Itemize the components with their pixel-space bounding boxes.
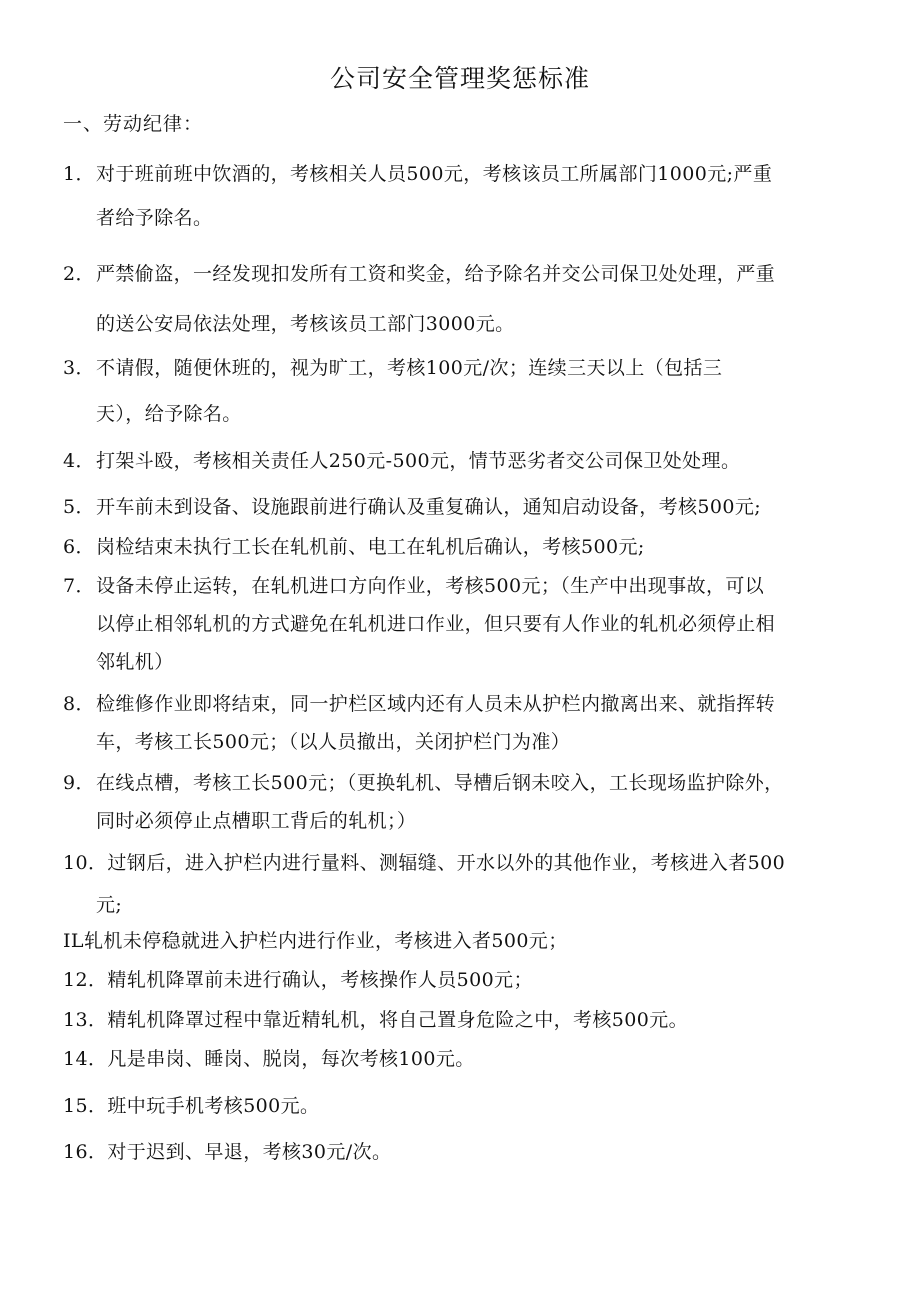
item-text: 的送公安局依法处理，考核该员工部门3000元。 [96,313,515,335]
item-text: 不请假，随便休班的，视为旷工，考核100元/次；连续三天以上（包括三 [96,357,723,379]
item-text: 轧机未停稳就进入护栏内进行作业，考核进入者500元； [83,930,568,952]
rule-item-6 [63,528,873,566]
item-text: 精轧机降罩前未进行确认，考核操作人员500元； [107,969,533,991]
item-text: 元; [96,894,123,916]
rule-item-1 [63,152,873,240]
rule-item-3 [63,345,873,437]
item-text: 邻轧机） [96,651,174,673]
rule-item-8 [63,685,873,761]
item-text: 开车前未到设备、设施跟前进行确认及重复确认，通知启动设备，考核500元; [96,496,762,518]
item-number: 5． [63,496,95,518]
item-number: 15． [63,1095,108,1117]
item-text: 精轧机降罩过程中靠近精轧机，将自己置身危险之中，考核500元。 [107,1009,689,1031]
item-text: 在线点槽，考核工长500元；（更换轧机、导槽后钢未咬入，工长现场监护除外， [96,772,784,794]
rule-item-11 [63,922,873,960]
item-text: 凡是串岗、睡岗、脱岗，每次考核100元。 [107,1048,475,1070]
item-text: 者给予除名。 [96,207,213,229]
item-number: 16． [63,1141,108,1163]
item-number: 7． [63,575,95,597]
item-text: 对于班前班中饮酒的，考核相关人员500元，考核该员工所属部门1000元;严重 [96,163,773,185]
item-number: 10． [63,852,108,874]
item-text: 同时必须停止点槽职工背后的轧机；） [96,810,417,832]
item-text: 岗检结束未执行工长在轧机前、电工在轧机后确认，考核500元; [96,536,645,558]
document-title: 公司安全管理奖惩标准 [329,64,590,93]
item-text: 过钢后，进入护栏内进行量料、测辐缝、开水以外的其他作业，考核进入者500 [107,852,786,874]
item-text: 打架斗殴，考核相关责任人250元-500元，情节恶劣者交公司保卫处处理。 [96,450,741,472]
rule-item-12 [63,961,873,999]
item-text: 设备未停止运转，在轧机进口方向作业，考核500元；（生产中出现事故，可以 [96,575,765,597]
rule-item-4 [63,442,873,480]
rule-item-14 [63,1040,873,1078]
rule-item-5 [63,488,873,526]
rule-item-2 [63,249,873,349]
item-number: 9． [63,772,95,794]
item-number: 13． [63,1009,108,1031]
item-number: 8． [63,693,95,715]
item-number: IL [63,930,84,952]
item-text: 班中玩手机考核500元。 [107,1095,320,1117]
item-text: 天），给予除名。 [96,403,242,425]
rule-item-10 [63,842,873,926]
item-number: 6． [63,536,95,558]
rule-item-7 [63,567,873,681]
rule-item-13 [63,1001,873,1039]
rule-item-15 [63,1087,873,1125]
item-text: 检维修作业即将结束，同一护栏区域内还有人员未从护栏内撤离出来、就指挥转 [96,693,776,715]
section-heading-labor-discipline: 一、劳动纪律： [63,113,204,135]
rule-item-9 [63,764,873,840]
rule-item-16 [63,1133,873,1171]
item-number: 1． [63,163,95,185]
item-text: 对于迟到、早退，考核30元/次。 [107,1141,392,1163]
item-text: 车，考核工长500元；（以人员撤出，关闭护栏门为准） [96,731,571,753]
item-number: 14． [63,1048,108,1070]
item-text: 以停止相邻轧机的方式避免在轧机进口作业，但只要有人作业的轧机必须停止相 [96,613,776,635]
item-number: 3． [63,357,95,379]
item-number: 2． [63,263,95,285]
item-number: 4． [63,450,95,472]
item-number: 12． [63,969,108,991]
item-text: 严禁偷盗，一经发现扣发所有工资和奖金，给予除名并交公司保卫处处理，严重 [96,263,776,285]
